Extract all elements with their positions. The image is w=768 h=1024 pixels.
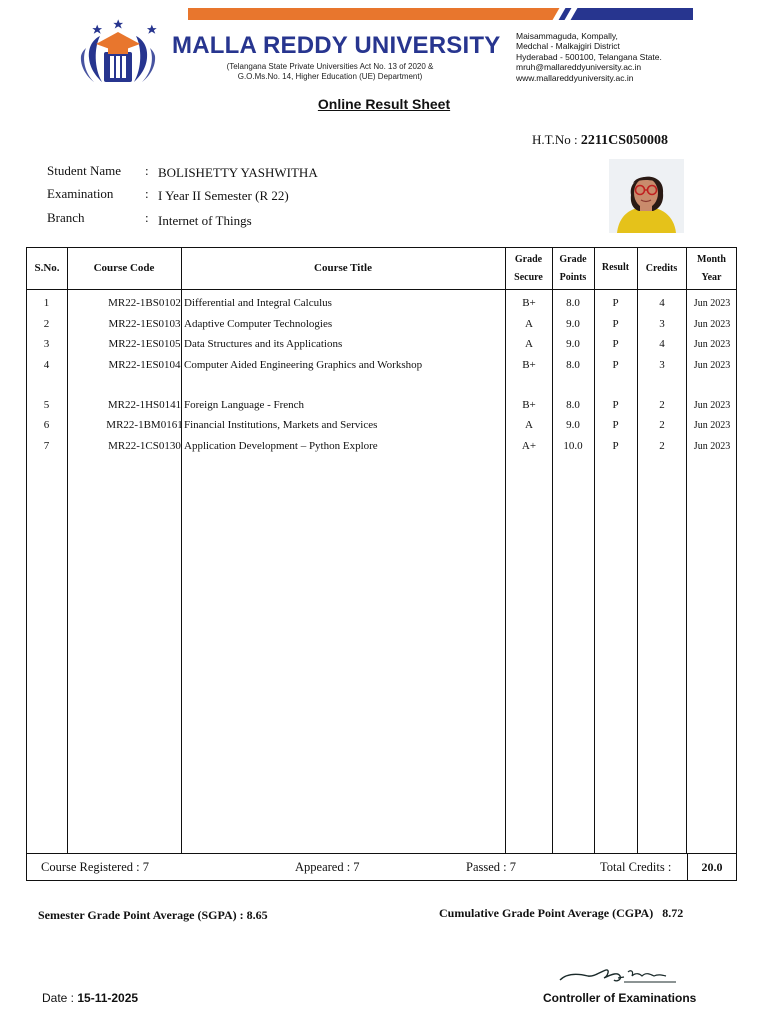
courses-appeared: Appeared : 7 [295,860,360,874]
row-course-code: MR22-1ES0105 [108,338,181,350]
row-grade: B+ [522,297,536,309]
table-row [26,354,737,394]
sgpa-value: 8.65 [246,908,268,922]
row-points: 9.0 [566,317,580,330]
row-course-title: Differential and Integral Calculus [184,297,332,309]
row-result: P [612,398,619,411]
row-sno: 6 [43,419,50,431]
row-points: 8.0 [566,358,580,371]
header-grade-secure [505,251,552,287]
colon: : [145,210,149,225]
row-result: P [612,317,619,330]
row-result: P [612,358,619,371]
table-row [26,435,737,456]
table-row [26,333,737,354]
row-result: P [612,338,619,350]
row-credits: 3 [659,358,665,371]
header-month-line2: Year [701,272,722,283]
header-result: Result [601,262,630,273]
row-course-code: MR22-1ES0103 [108,317,181,330]
row-month-year: Jun 2023 [693,359,731,371]
student-name-label: Student Name [47,163,122,178]
header-course-title: Course Title [314,262,372,274]
table-row [26,394,737,415]
row-course-title: Financial Institutions, Markets and Services [184,419,378,431]
row-sno: 5 [43,398,50,411]
address-line: Maisammaguda, Kompally, [516,31,618,41]
row-result: P [612,439,619,452]
courses-registered: Course Registered : 7 [41,860,149,874]
row-credits: 2 [659,398,665,411]
row-sno: 3 [43,338,50,350]
row-credits: 4 [659,338,665,350]
row-sno: 4 [43,358,50,371]
header-grade-line2: Secure [514,272,543,283]
row-sno: 7 [43,439,50,452]
row-sno: 2 [43,317,50,330]
act-line-1: (Telangana State Private Universities Act No. 13 of 2020 & [226,62,434,71]
row-course-title: Foreign Language - French [184,398,305,411]
row-points: 10.0 [563,439,583,452]
issue-date [42,991,138,1005]
cgpa-value: 8.72 [662,906,684,920]
row-course-code: MR22-1BM0161 [106,419,183,431]
row-course-title: Data Structures and its Applications [184,338,343,350]
cgpa-label: Cumulative Grade Point Average (CGPA) [439,906,654,920]
row-grade: B+ [522,398,536,411]
sheet-title-container [0,96,768,114]
row-course-title: Computer Aided Engineering Graphics and Workshop [184,358,423,371]
courses-passed: Passed : 7 [466,860,516,874]
signature-mark [558,962,683,990]
row-month-year: Jun 2023 [693,298,731,309]
header-month-year [686,251,737,287]
email-link[interactable]: mruh@mallareddyuniversity.ac.in [516,62,642,73]
row-points: 8.0 [566,398,580,411]
university-address [516,31,662,83]
header-points-line1: Grade [559,254,587,265]
hall-ticket [532,132,668,149]
cgpa [439,906,683,921]
controller-of-examinations: Controller of Examinations [543,991,697,1005]
student-photo [609,159,684,233]
row-month-year: Jun 2023 [693,318,731,330]
row-credits: 3 [659,317,665,330]
row-credits: 2 [659,439,665,452]
header-points-line2: Points [559,272,587,283]
header-course-code: Course Code [93,262,155,274]
row-course-title: Application Development – Python Explore [184,439,378,452]
sgpa-label: Semester Grade Point Average (SGPA) : [38,908,244,922]
total-credits-label: Total Credits : [600,860,672,874]
sheet-title: Online Result Sheet [317,96,451,112]
row-course-title: Adaptive Computer Technologies [184,317,333,330]
branch-value: Internet of Things [158,213,252,228]
branch-label: Branch [47,210,85,225]
header-month-line1: Month [697,254,726,265]
row-grade: A+ [521,439,537,452]
row-month-year: Jun 2023 [693,440,731,452]
row-course-code: MR22-1HS0141 [107,398,182,411]
header-sno: S.No. [34,262,60,274]
row-month-year: Jun 2023 [693,339,731,350]
row-grade: A [525,317,533,330]
row-credits: 4 [659,297,665,309]
row-grade: A [525,419,533,431]
date-label: Date : [42,991,75,1005]
header-divider [26,289,737,290]
colon: : [145,163,149,178]
row-grade: B+ [522,358,536,371]
university-name: MALLA REDDY UNIVERSITY [172,32,501,59]
header-color-bar [188,8,693,20]
row-month-year: Jun 2023 [693,399,731,411]
examination-label: Examination [47,186,114,201]
hall-ticket-number: 2211CS050008 [580,133,668,148]
website-link[interactable]: www.mallareddyuniversity.ac.in [516,72,634,83]
student-name: BOLISHETTY YASHWITHA [158,165,318,180]
row-points: 9.0 [566,419,580,431]
row-credits: 2 [659,419,665,431]
university-act-text [200,62,460,82]
examination-value: I Year II Semester (R 22) [158,188,289,203]
colon: : [145,186,149,201]
total-credits-value: 20.0 [687,853,736,880]
address-line: Medchal - Malkajgiri District [516,41,620,52]
row-result: P [612,419,619,431]
date-value: 15-11-2025 [77,991,139,1005]
row-points: 9.0 [566,338,580,350]
footer-divider [26,853,737,854]
table-row [26,292,737,313]
row-points: 8.0 [566,297,580,309]
row-grade: A [525,338,533,350]
header-credits: Credits [645,263,678,274]
row-course-code: MR22-1ES0104 [108,358,181,371]
header-orange-strip [188,8,560,20]
row-course-code: MR22-1CS0130 [108,439,181,452]
university-crest-icon [72,18,164,90]
row-result: P [612,297,619,309]
row-course-code: MR22-1BS0102 [108,297,181,309]
table-row [26,414,737,435]
table-row [26,313,737,334]
header-grade-points [552,251,594,287]
hall-ticket-label: H.T.No : [532,132,578,147]
row-sno: 1 [43,297,50,309]
row-month-year: Jun 2023 [693,420,731,431]
act-line-2: G.O.Ms.No. 14, Higher Education (UE) Department) [237,72,423,81]
sgpa [38,908,268,923]
header-grade-line1: Grade [514,254,543,265]
result-rows [26,292,737,455]
address-line: Hyderabad - 500100, Telangana State. [516,51,662,62]
